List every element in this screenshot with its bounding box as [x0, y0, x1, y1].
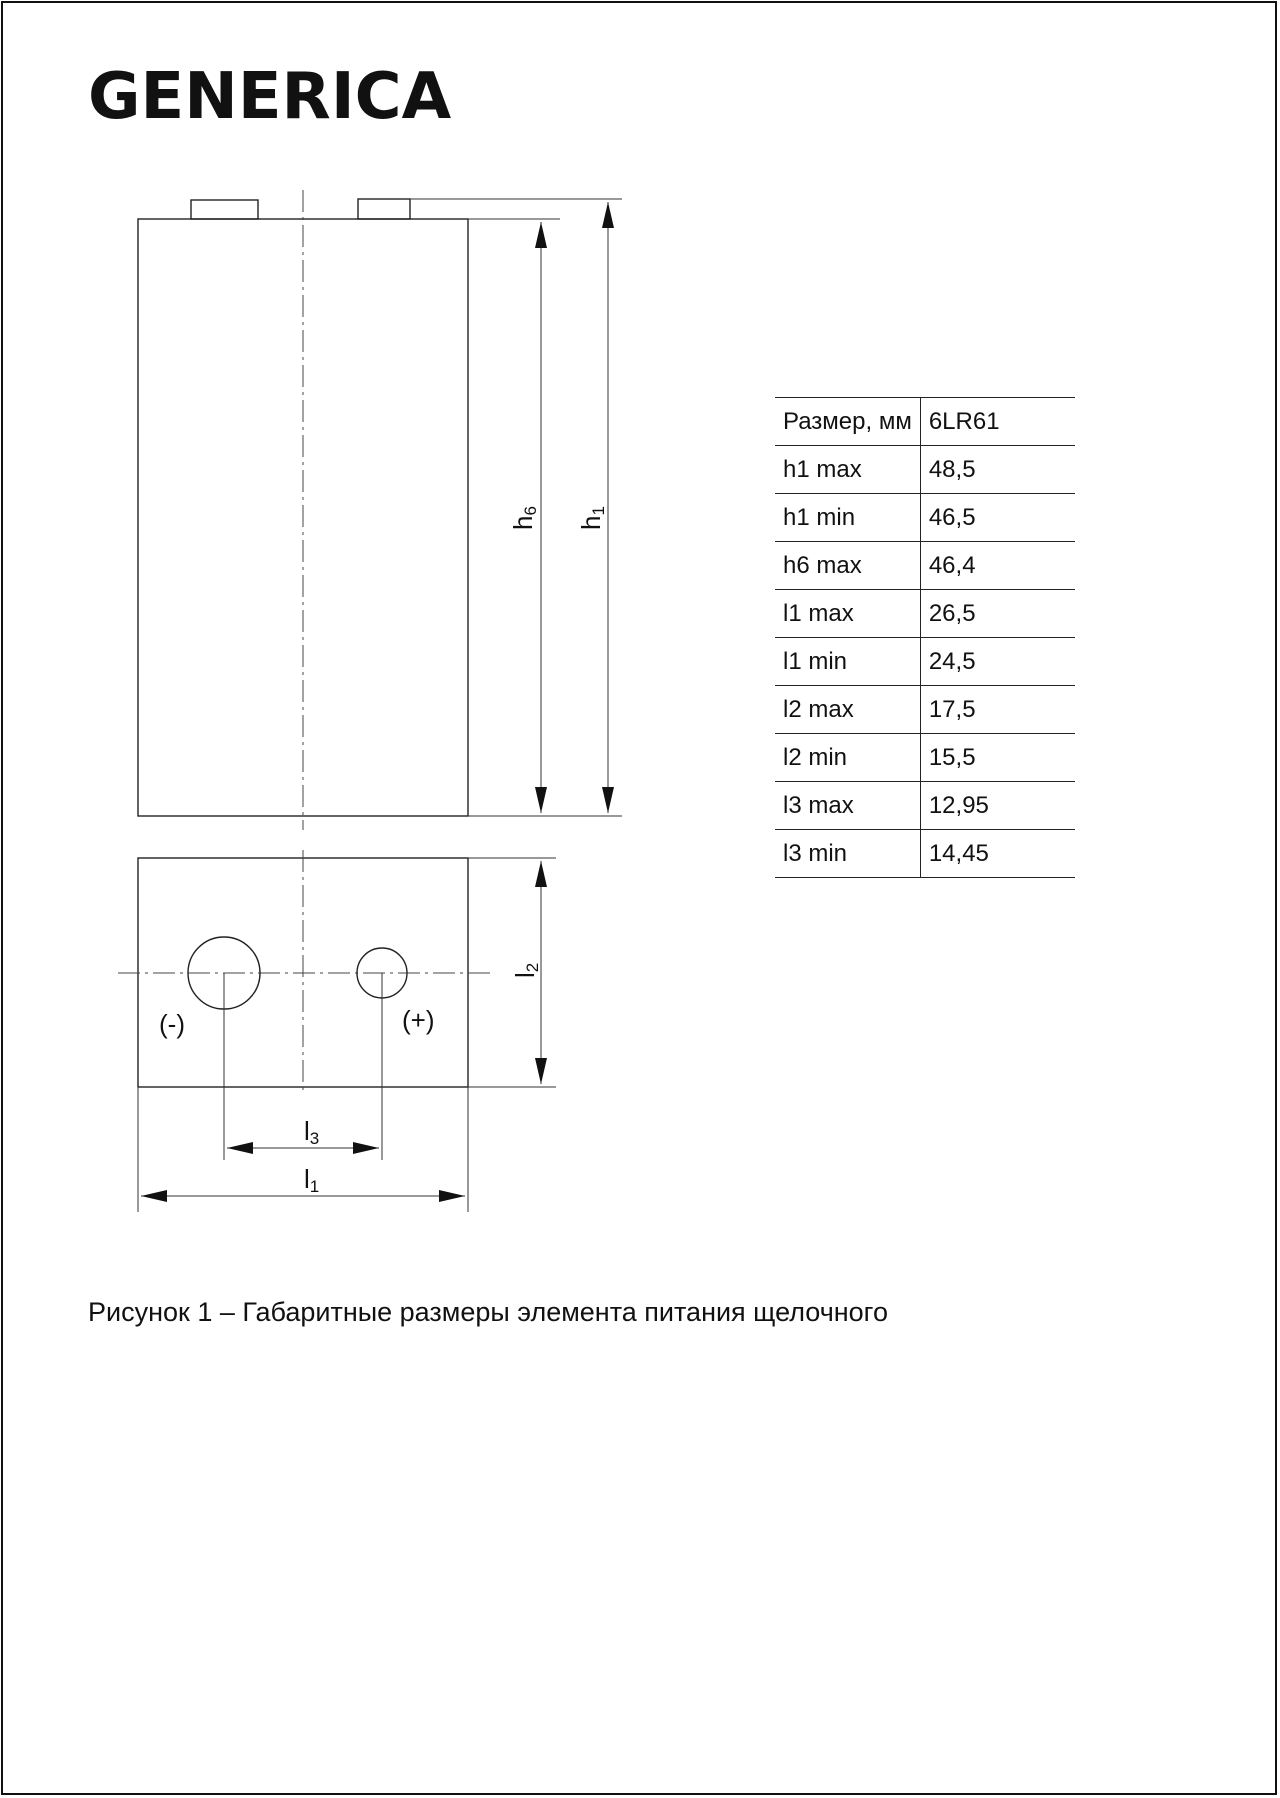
l1-label: l1: [304, 1164, 320, 1196]
l3-arrow-left: [227, 1142, 253, 1154]
negative-terminal-cap: [191, 200, 258, 219]
l3-arrow-right: [353, 1142, 379, 1154]
height-dimensions: [410, 199, 622, 816]
table-header-value: 6LR61: [920, 398, 1075, 446]
h6-arrow-bottom: [535, 787, 547, 813]
figure-caption: Рисунок 1 – Габаритные размеры элемента питания щелочного: [88, 1297, 888, 1327]
l1-dimension: [138, 1087, 468, 1212]
negative-terminal-label: (-): [159, 1009, 185, 1039]
table-cell-value: 24,5: [920, 638, 1075, 686]
table-row: [775, 446, 1075, 494]
table-header-param: Размер, мм: [775, 398, 920, 446]
dimensions-table: [775, 397, 1075, 878]
table-cell-param: h1 min: [775, 494, 920, 542]
table-row: [775, 830, 1075, 878]
positive-terminal-cap: [358, 199, 410, 219]
table-row: [775, 638, 1075, 686]
table-cell-param: l2 min: [775, 734, 920, 782]
battery-front-view: [138, 190, 468, 830]
table-row: [775, 494, 1075, 542]
h1-arrow-top: [602, 202, 614, 228]
table-cell-param: l1 min: [775, 638, 920, 686]
table-row: [775, 686, 1075, 734]
table-cell-param: l3 max: [775, 782, 920, 830]
table-row: [775, 542, 1075, 590]
battery-top-view: [118, 850, 492, 1095]
table-row: [775, 734, 1075, 782]
table-cell-value: 46,5: [920, 494, 1075, 542]
table-cell-value: 12,95: [920, 782, 1075, 830]
l2-arrow-bottom: [535, 1058, 547, 1084]
table-cell-param: l3 min: [775, 830, 920, 878]
table-cell-value: 15,5: [920, 734, 1075, 782]
table-cell-value: 48,5: [920, 446, 1075, 494]
positive-terminal-label: (+): [402, 1005, 435, 1035]
l1-arrow-right: [439, 1190, 465, 1202]
l2-label: l2: [510, 962, 542, 978]
h6-arrow-top: [535, 222, 547, 248]
h1-label: h1: [576, 506, 608, 530]
table-cell-param: h1 max: [775, 446, 920, 494]
logo-text: GENERICA: [88, 60, 452, 134]
table-cell-value: 26,5: [920, 590, 1075, 638]
h6-label: h6: [508, 506, 540, 530]
l3-label: l3: [304, 1116, 320, 1148]
l1-arrow-left: [141, 1190, 167, 1202]
table-cell-param: l1 max: [775, 590, 920, 638]
l2-arrow-top: [535, 861, 547, 887]
table-row: [775, 590, 1075, 638]
table-cell-value: 14,45: [920, 830, 1075, 878]
h1-arrow-bottom: [602, 787, 614, 813]
table-cell-param: h6 max: [775, 542, 920, 590]
table-cell-param: l2 max: [775, 686, 920, 734]
table-row: [775, 782, 1075, 830]
table-header-row: [775, 398, 1075, 446]
table-cell-value: 17,5: [920, 686, 1075, 734]
table-cell-value: 46,4: [920, 542, 1075, 590]
